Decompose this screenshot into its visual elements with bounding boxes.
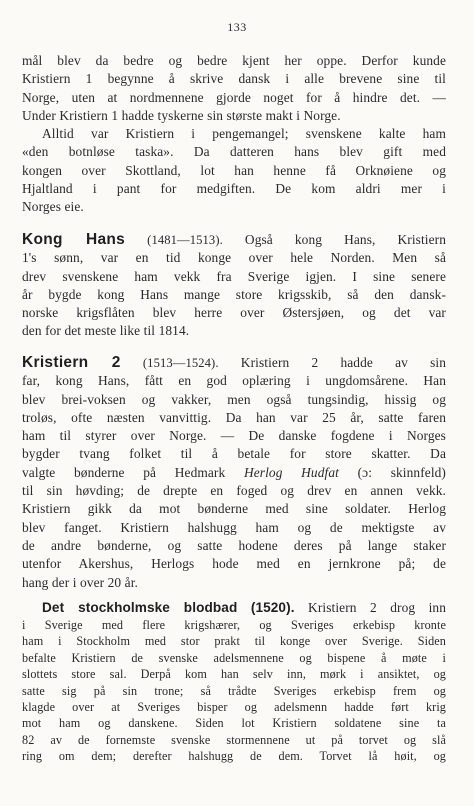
- text-line: ring om dem; derefter halshugg de dem. Torvet lå høit, og: [22, 749, 446, 764]
- text-line: satte sig på sin trone; så trådte Sveriges erkebisp frem og: [22, 683, 446, 698]
- text-line: til sin høvding; de drepte en foged og drev en annen vekk.: [22, 483, 446, 499]
- paragraph-kristiern1: [22, 52, 446, 217]
- text-fragment: (ɔ: skinnfeld): [338, 464, 446, 480]
- text-line: utenfor Akershus, Herlogs hode med en jernkrone på; de: [22, 556, 446, 572]
- text-line: mål blev da bedre og bedre kjent her oppe. Derfor kunde: [22, 53, 446, 68]
- text-line: Hjaltland i pant for medgiften. De kom aldri mer i: [22, 181, 446, 197]
- text-line: den for det meste like til 1814.: [22, 323, 190, 339]
- text-line: kongen over Skottland, lot han henne få Orknøiene og: [22, 162, 446, 178]
- text-fragment: valgte bønderne på Hedmark: [22, 464, 244, 480]
- section-kristiern-2: [22, 354, 446, 592]
- section-stockholm-bloodbath: [22, 598, 446, 765]
- text-line: blev fanget. Kristiern halshugg ham og de mektigste av: [22, 519, 446, 535]
- section-heading: Det stockholmske blodbad: [42, 600, 238, 615]
- text-line: [22, 464, 446, 482]
- page-number: 133: [227, 20, 247, 34]
- person-name: Herlog Hudfat: [243, 464, 339, 480]
- text-line: Under Kristiern 1 hadde tyskerne sin største makt i Norge.: [22, 107, 341, 123]
- text-line: «den botnløse taska». Da datteren hans blev gift med: [22, 144, 446, 160]
- text-line: norske krigsflåten blev herre over Østersjøen, og det var: [22, 305, 446, 321]
- text-line: blev brei-voksen og vakker, men også tungsindig, hissig og: [22, 391, 446, 407]
- section-dates: (1481—1513).: [147, 233, 223, 247]
- text-line: mot ham og danskene. Siden lot Kristiern soldatene sine ta: [22, 716, 446, 731]
- text-line: år bygde kong Hans mange store krigsskib, så den dansk-: [22, 286, 446, 302]
- text-line: Norges eie.: [22, 199, 84, 215]
- small-print-block: [22, 617, 446, 765]
- text-fragment: Også kong Hans, Kristiern: [244, 232, 447, 247]
- text-line: de andre bønderne, og satte hodene deres på lange staker: [22, 537, 446, 553]
- section-heading-line: [22, 354, 446, 372]
- text-line: bygder tvang folket til å betale for store skatter. Da: [22, 446, 446, 462]
- text-fragment: Kristiern 2 hadde av sin: [240, 355, 447, 370]
- text-line: klagde over at Sveriges bisper og adelsmenn hadde ført krig: [22, 699, 446, 714]
- text-line: Kristiern gikk da mot bønderne med sine soldater. Herlog: [22, 501, 446, 517]
- text-line: slottets store sal. Derpå kom han selv inn, mørk i ansiktet, og: [22, 667, 446, 682]
- section-heading: Kristiern 2: [22, 354, 121, 371]
- section-dates: (1513—1524).: [142, 356, 219, 370]
- section-heading-line: [22, 598, 446, 617]
- text-line: troløs, ofte næsten vanvittig. Da han var 25 år, satte faren: [22, 409, 446, 425]
- text-line: Kristiern 1 begynne å skrive dansk i alle brevene sine til: [22, 71, 446, 87]
- text-line: Alltid var Kristiern i pengemangel; svenskene kalte ham: [42, 126, 446, 142]
- text-line: befalte Kristiern de svenske adelsmennene og bispene å møte i: [22, 650, 446, 665]
- text-line: 1's sønn, var en tid konge over hele Norden. Men så: [22, 250, 446, 266]
- text-line: ham i Stockholm med stor prakt til konge over Sverige. Siden: [22, 634, 446, 649]
- section-kong-hans: [22, 231, 446, 341]
- section-heading: Kong Hans: [22, 231, 126, 248]
- text-line: ham til styrer over Norge. — De danske fogdene i Norges: [22, 428, 446, 444]
- text-line: far, kong Hans, fått en god oplæring i ungdomsårene. Han: [22, 373, 446, 389]
- text-line: 82 av de fornemste svenske stormennene ut på torvet og slå: [22, 732, 446, 747]
- section-dates: (1520).: [250, 600, 295, 615]
- section-heading-line: [22, 231, 446, 249]
- text-line: i Sverige med flere krigshærer, og Sveriges erkebisp kronte: [22, 618, 446, 632]
- text-line: hang der i over 20 år.: [22, 574, 138, 590]
- text-line: drev svenskene ham vekk fra Sverige igjen. I sine senere: [22, 268, 446, 284]
- text-line: Norge, uten at nordmennene gjorde noget for å hindre det. —: [22, 89, 446, 105]
- text-fragment: Kristiern 2 drog inn: [308, 600, 447, 615]
